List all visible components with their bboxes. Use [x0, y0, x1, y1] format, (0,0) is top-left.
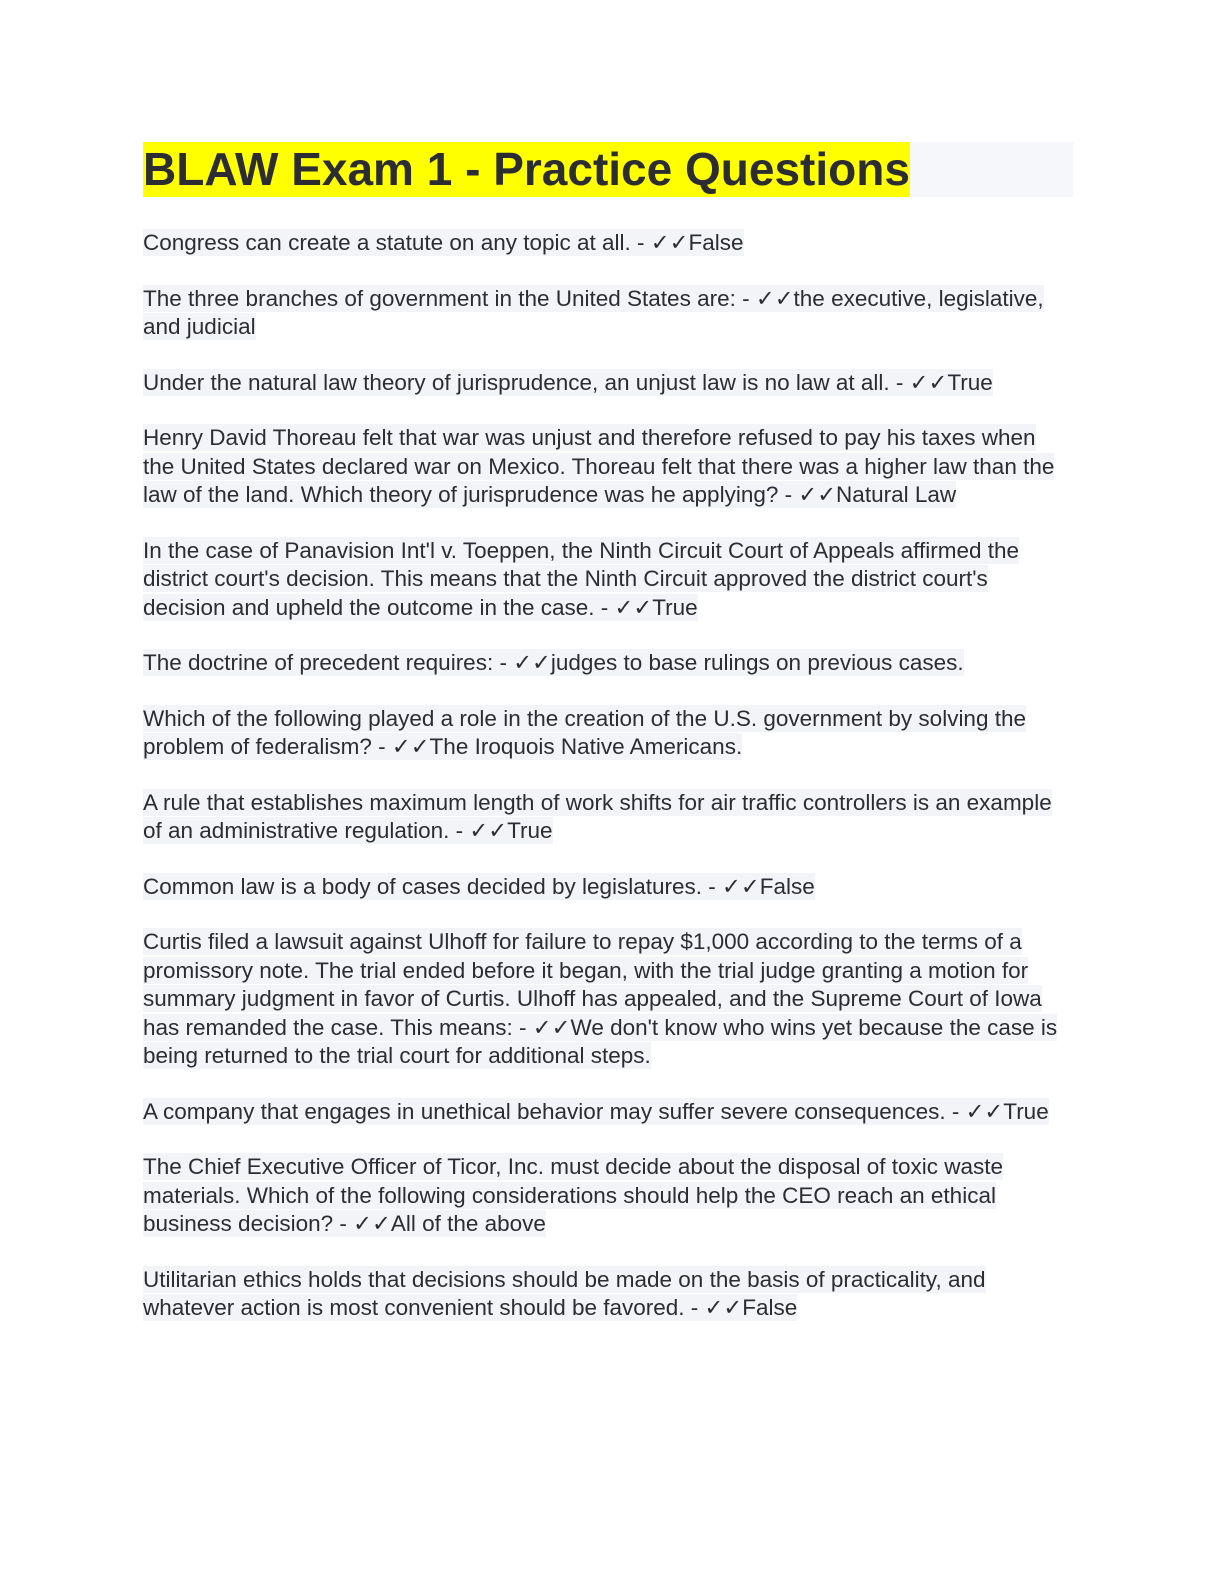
question-text: The Chief Executive Officer of Ticor, Inc. must decide about the disposal of toxic waste materials. Which of the following considerations should help the CEO reach an ethical business decision? - ✓✓All of the above: [143, 1154, 1004, 1236]
question-text: In the case of Panavision Int'l v. Toeppen, the Ninth Circuit Court of Appeals affirmed the district court's decision. This means that the Ninth Circuit approved the district court's decision and upheld the outcome in the case. - ✓✓True: [143, 537, 1020, 620]
question-text: Which of the following played a role in the creation of the U.S. government by solving the problem of federalism? - ✓✓The Iroquois Native Americans.: [143, 705, 1026, 759]
question-item: [143, 928, 1068, 1071]
question-item: [143, 424, 1068, 510]
question-text: Henry David Thoreau felt that war was unjust and therefore refused to pay his taxes when the United States declared war on Mexico. Thoreau felt that there was a higher law than the law of the land. Which theory of jurisprudence was he applying? - ✓✓Natural Law: [143, 425, 1055, 507]
question-item: [143, 789, 1068, 846]
question-item: [143, 229, 1068, 258]
question-text: Curtis filed a lawsuit against Ulhoff for failure to repay $1,000 according to the terms of a promissory note. The trial ended before it began, with the trial judge granting a motion for summary judgment in favor of Curtis. Ulhoff has appealed, and the Supreme Court of Iowa has remanded the case. This means: - ✓✓We don't know who wins yet because the case is being returned to the trial court for additional steps.: [143, 929, 1058, 1068]
question-text: A rule that establishes maximum length of work shifts for air traffic controllers is an example of an administrative regulation. - ✓✓True: [143, 789, 1052, 843]
question-text: The doctrine of precedent requires: - ✓✓judges to base rulings on previous cases.: [143, 650, 964, 675]
title-bar: [143, 142, 1073, 197]
question-item: [143, 1153, 1068, 1239]
question-item: [143, 537, 1068, 623]
question-text: A company that engages in unethical behavior may suffer severe consequences. - ✓✓True: [143, 1098, 1049, 1124]
question-item: [143, 369, 1068, 398]
question-text: Congress can create a statute on any topic at all. - ✓✓False: [143, 230, 744, 255]
question-item: [143, 649, 1068, 678]
question-text: Under the natural law theory of jurisprudence, an unjust law is no law at all. - ✓✓True: [143, 369, 993, 395]
question-item: [143, 705, 1068, 762]
page-title: BLAW Exam 1 - Practice Questions: [143, 143, 910, 195]
question-text: Common law is a body of cases decided by legislatures. - ✓✓False: [143, 873, 815, 899]
question-text: Utilitarian ethics holds that decisions should be made on the basis of practicality, and whatever action is most convenient should be favored. - ✓✓False: [143, 1266, 986, 1320]
question-list: [143, 229, 1073, 1323]
question-item: [143, 1098, 1068, 1127]
question-item: [143, 873, 1068, 902]
document-page: [143, 142, 1073, 1350]
question-item: [143, 1266, 1068, 1323]
question-item: [143, 285, 1068, 342]
question-text: The three branches of government in the United States are: - ✓✓the executive, legislative, and judicial: [143, 285, 1044, 339]
